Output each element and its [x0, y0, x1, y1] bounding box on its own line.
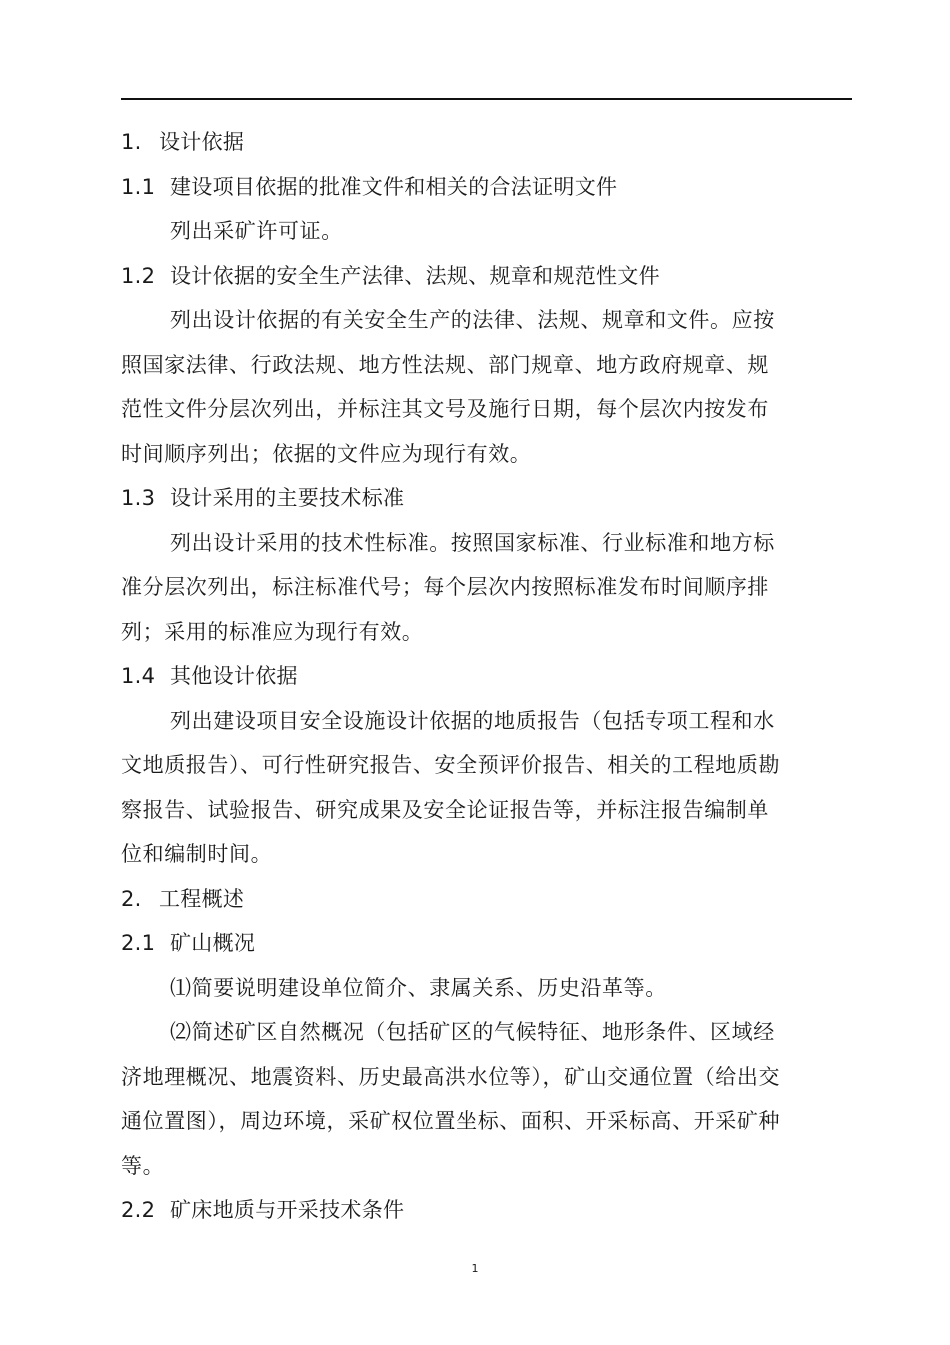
page-number: 1	[471, 1262, 479, 1275]
body-paragraph: 列出采矿许可证。	[170, 219, 343, 243]
section-number: 1.	[121, 130, 142, 154]
header-rule	[121, 98, 852, 100]
body-paragraph: ⑴简要说明建设单位简介、隶属关系、历史沿革等。	[170, 975, 667, 1000]
section-title: 工程概述	[159, 886, 245, 911]
section-number: 2.	[121, 886, 142, 911]
section-title: 建设项目依据的批准文件和相关的合法证明文件	[170, 174, 618, 199]
body-paragraph: 列出设计采用的技术性标准。按照国家标准、行业标准和地方标准分层次列出，标注标准代号；每个层次内按照标准发布时间顺序排列；采用的标准应为现行有效。	[121, 530, 775, 644]
section-title: 矿山概况	[170, 931, 256, 955]
section-number: 1.2	[121, 263, 156, 288]
section-number: 2.1	[121, 931, 156, 955]
section-heading	[121, 476, 852, 521]
section-title: 设计采用的主要技术标准	[170, 486, 405, 510]
section-heading	[121, 254, 852, 299]
section-heading	[121, 921, 852, 966]
section-heading	[121, 120, 852, 165]
body-paragraph: ⑵简述矿区自然概况（包括矿区的气候特征、地形条件、区域经济地理概况、地震资料、历史最高洪水位等），矿山交通位置（给出交通位置图），周边环境，采矿权位置坐标、面积、开采标高、开采矿种等。	[121, 1020, 781, 1178]
document-body	[121, 120, 852, 1233]
section-title: 设计依据的安全生产法律、法规、规章和规范性文件	[170, 263, 660, 288]
section-number: 2.2	[121, 1198, 156, 1222]
section-title: 矿床地质与开采技术条件	[170, 1198, 405, 1222]
section-number: 1.4	[121, 664, 156, 688]
body-paragraph: 列出设计依据的有关安全生产的法律、法规、规章和文件。应按照国家法律、行政法规、地方性法规、部门规章、地方政府规章、规范性文件分层次列出，并标注其文号及施行日期，每个层次内按发布时间顺序列出；依据的文件应为现行有效。	[121, 308, 775, 466]
section-heading	[121, 877, 852, 922]
body-paragraph: 列出建设项目安全设施设计依据的地质报告（包括专项工程和水文地质报告）、可行性研究报告、安全预评价报告、相关的工程地质勘察报告、试验报告、研究成果及安全论证报告等，并标注报告编制单位和编制时间。	[121, 708, 781, 866]
section-heading	[121, 654, 852, 699]
section-title: 其他设计依据	[170, 664, 298, 688]
section-number: 1.1	[121, 174, 156, 199]
section-heading	[121, 1188, 852, 1233]
section-number: 1.3	[121, 486, 156, 510]
section-title: 设计依据	[159, 130, 245, 154]
section-heading	[121, 165, 852, 210]
